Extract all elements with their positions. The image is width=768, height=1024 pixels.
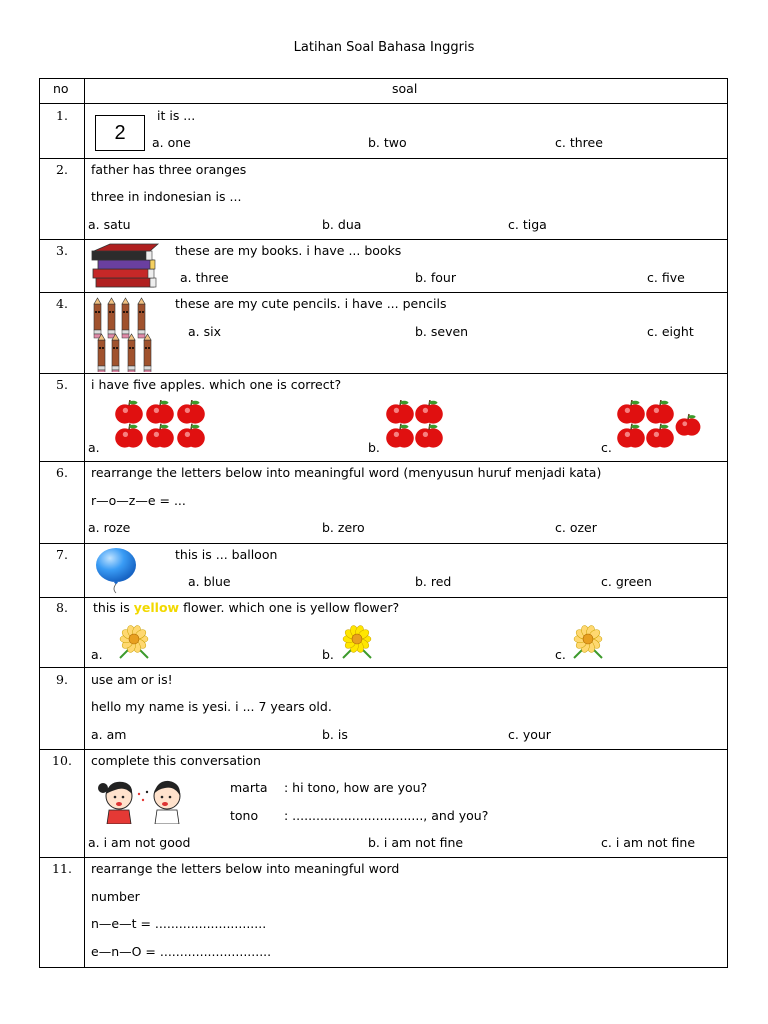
scrambled-word: n—e—t = ............................	[91, 916, 267, 931]
question-text: three in indonesian is ...	[91, 189, 242, 204]
question-text: rearrange the letters below into meaningful word (menyusun huruf menjadi kata)	[91, 465, 602, 480]
apple-icon	[115, 424, 143, 448]
option-c: c. eight	[647, 324, 694, 339]
highlighted-word: yellow	[133, 600, 180, 615]
option-b: b. seven	[415, 324, 469, 339]
pencil-icon	[122, 298, 129, 338]
question-number: 7.	[56, 547, 68, 562]
apple-icon	[386, 400, 414, 424]
option-c: c.	[555, 647, 566, 662]
flower-icon	[120, 625, 148, 658]
apples-illustration	[0, 400, 768, 454]
option-a: a. three	[180, 270, 229, 285]
question-text-part: flower. which one is yellow flower?	[179, 600, 400, 615]
question-text: i have five apples. which one is correct?	[91, 377, 342, 392]
option-a: a. i am not good	[88, 835, 191, 850]
question-text: father has three oranges	[91, 162, 247, 177]
option-c: c. three	[555, 135, 603, 150]
speaker-name: tono	[230, 808, 259, 823]
question-text: it is ...	[157, 108, 196, 123]
option-a: a. satu	[88, 217, 131, 232]
option-c: c.	[601, 440, 612, 455]
pencil-icon	[138, 298, 145, 338]
speaker-name: marta	[230, 780, 268, 795]
option-c: c. i am not fine	[601, 835, 696, 850]
question-text: complete this conversation	[91, 753, 261, 768]
apple-icon	[115, 400, 143, 424]
option-c: c. ozer	[555, 520, 597, 535]
option-b: b. two	[368, 135, 407, 150]
question-text: rearrange the letters below into meaningful word	[91, 861, 400, 876]
question-number: 9.	[56, 672, 68, 687]
apple-icon	[177, 400, 205, 424]
pencil-icon	[98, 334, 105, 372]
option-b: b. four	[415, 270, 456, 285]
option-b: b.	[322, 647, 334, 662]
question-text-part: this is	[93, 600, 134, 615]
option-a: a. am	[91, 727, 127, 742]
header-soal: soal	[392, 81, 418, 96]
option-c: c. your	[508, 727, 551, 742]
option-c: c. green	[601, 574, 652, 589]
apple-icon	[676, 414, 701, 436]
pencil-icon	[128, 334, 135, 372]
question-text: these are my cute pencils. i have ... pencils	[175, 296, 447, 311]
question-text: number	[91, 889, 140, 904]
question-number: 11.	[52, 861, 72, 876]
dialog-line: : hi tono, how are you?	[284, 780, 428, 795]
scrambled-word: e—n—O = ............................	[91, 944, 272, 959]
apple-icon	[415, 400, 443, 424]
option-c: c. tiga	[508, 217, 547, 232]
flower-icon	[343, 625, 371, 658]
apple-icon	[415, 424, 443, 448]
apple-icon	[146, 424, 174, 448]
pencil-icon	[112, 334, 119, 372]
question-number: 8.	[56, 600, 68, 615]
header-no: no	[53, 81, 69, 96]
question-number: 2.	[56, 162, 68, 177]
question-text: use am or is!	[91, 672, 173, 687]
question-number: 10.	[52, 753, 72, 768]
apple-icon	[386, 424, 414, 448]
option-a: a.	[88, 440, 100, 455]
pencils-icon	[88, 296, 162, 372]
question-number: 4.	[56, 296, 68, 311]
apple-icon	[177, 424, 205, 448]
question-text: these are my books. i have ... books	[175, 243, 402, 258]
question-number: 3.	[56, 243, 68, 258]
option-b: b. dua	[322, 217, 362, 232]
number-box: 2	[95, 115, 145, 151]
apple-icon	[146, 400, 174, 424]
question-text: hello my name is yesi. i ... 7 years old.	[91, 699, 332, 714]
balloon-icon	[92, 546, 142, 594]
flowers-illustration	[0, 620, 768, 662]
question-number: 6.	[56, 465, 68, 480]
page-title: Latihan Soal Bahasa Inggris	[293, 40, 475, 55]
pencil-icon	[108, 298, 115, 338]
question-number: 1.	[56, 108, 68, 123]
option-a: a. one	[152, 135, 191, 150]
pencil-icon	[144, 334, 151, 372]
dialog-line: : ................................., and you?	[284, 808, 489, 823]
option-a: a.	[91, 647, 103, 662]
books-icon	[90, 242, 162, 290]
apple-icon	[646, 400, 674, 424]
apple-icon	[646, 424, 674, 448]
apple-icon	[617, 424, 645, 448]
option-a: a. six	[188, 324, 221, 339]
flower-icon	[574, 625, 602, 658]
question-text	[93, 600, 399, 615]
option-b: b.	[368, 440, 380, 455]
kids-talking-icon	[95, 774, 191, 824]
option-b: b. i am not fine	[368, 835, 464, 850]
option-a: a. blue	[188, 574, 231, 589]
apple-icon	[617, 400, 645, 424]
question-text: this is ... balloon	[175, 547, 278, 562]
option-b: b. is	[322, 727, 348, 742]
option-b: b. zero	[322, 520, 365, 535]
scrambled-word: r—o—z—e = ...	[91, 493, 186, 508]
option-b: b. red	[415, 574, 452, 589]
pencil-icon	[94, 298, 101, 338]
option-c: c. five	[647, 270, 685, 285]
option-a: a. roze	[88, 520, 131, 535]
question-number: 5.	[56, 377, 68, 392]
